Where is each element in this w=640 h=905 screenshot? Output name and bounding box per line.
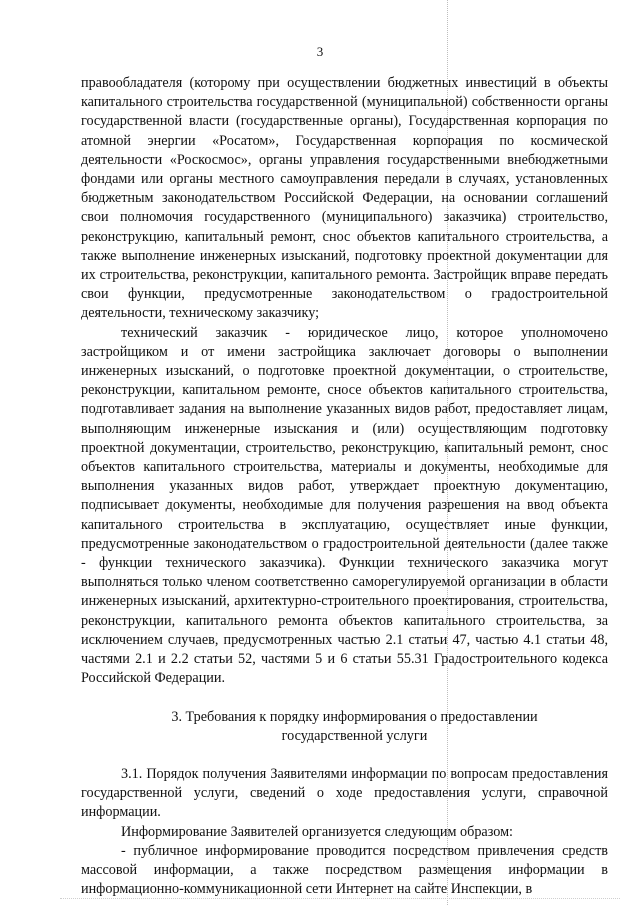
section-heading-line-1: 3. Требования к порядку информирования о предоставлении	[171, 708, 538, 725]
paragraph-developer-definition-end: правообладателя (которому при осуществлении бюджетных инвестиций в объекты капитального строительства государственной (муниципальной) собственности органы государственной власти (государственные органы), Государственная корпорация по атомной энергии «Росатом», Государственная корпорация по космической деятельности «Роскосмос», органы управления государственными внебюджетными фондами или органы местного самоуправления передали в случаях, установленных бюджетным законодательством Российской Федерации, на основании соглашений свои полномочия государственного (муниципального) заказчика) строительство, реконструкцию, капитальный ремонт, снос объектов капитального строительства, а также выполнение инженерных изысканий, подготовку проектной документации для их строительства, реконструкции, капитального ремонта. Застройщик вправе передать свои функции, предусмотренные законодательством о градостроительной деятельности, техническому заказчику;	[81, 75, 608, 322]
page-bottom-edge	[60, 898, 620, 899]
paragraph-informing-intro: Информирование Заявителей организуется следующим образом:	[121, 823, 513, 840]
document-body	[81, 74, 608, 899]
page-number: 3	[316, 44, 324, 59]
spacer	[81, 746, 608, 765]
paragraph-3-1: 3.1. Порядок получения Заявителями информации по вопросам предоставления государственной услуги, сведений о ходе предоставления услуги, справочной информации.	[81, 765, 608, 821]
paragraph-technical-customer-definition: технический заказчик - юридическое лицо, которое уполномочено застройщиком и от имени застройщика заключает договоры о выполнении инженерных изысканий, о подготовке проектной документации, о строительстве, реконструкции, капитальном ремонте, сносе объектов капитального строительства, подготавливает задания на выполнение указанных видов работ, предоставляет лицам, выполняющим инженерные изыскания и (или) осуществляющим подготовку проектной документации, строительство, реконструкцию, капитальный ремонт, снос объектов капитального строительства, материалы и документы, необходимые для выполнения указанных видов работ, утверждает проектную документацию, подписывает документы, необходимые для получения разрешения на ввод объекта капитального строительства в эксплуатацию, осуществляет иные функции, предусмотренные законодательством о градостроительной деятельности (далее также - функции технического заказчика). Функции технического заказчика могут выполняться только членом соответственно саморегулируемой организации в области инженерных изысканий, архитектурно-строительного проектирования, строительства, реконструкции, капитального ремонта объектов капитального строительства, за исключением случаев, предусмотренных частью 2.1 статьи 47, частью 4.1 статьи 48, частями 2.1 и 2.2 статьи 52, частями 5 и 6 статьи 55.31 Градостроительного кодекса Российской Федерации.	[81, 324, 608, 687]
paragraph-public-informing: - публичное информирование проводится посредством привлечения средств массовой информации, а также посредством размещения информации в информационно-коммуникационной сети Интернет на сайте Инспекции, в	[81, 842, 608, 898]
section-heading-line-2: государственной услуги	[281, 727, 428, 744]
spacer	[81, 689, 608, 708]
